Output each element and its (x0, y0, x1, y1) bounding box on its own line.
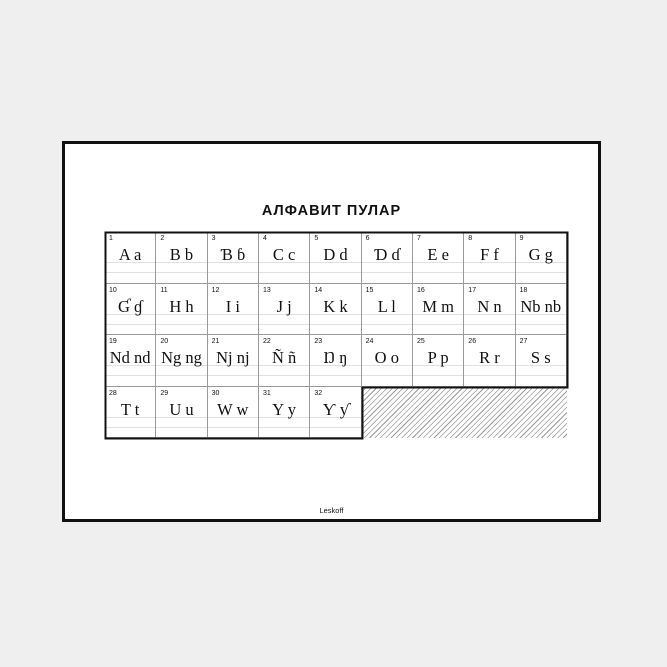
letter-number: 20 (160, 338, 169, 345)
letter-cell (105, 387, 156, 439)
letter-number: 6 (365, 235, 370, 242)
letter-number: 8 (468, 235, 473, 242)
letter-number: 31 (262, 389, 271, 397)
letter-glyph: J j (276, 296, 292, 316)
letter-number: 1 (109, 235, 113, 242)
letter-cell (156, 335, 207, 387)
letter-number: 28 (109, 389, 117, 397)
letter-glyph: Ng ng (161, 348, 202, 367)
letter-glyph: T t (120, 399, 140, 419)
letter-cell (362, 232, 413, 284)
hatched-empty-area (362, 387, 567, 438)
poster-frame (62, 141, 601, 522)
letter-glyph: K k (323, 296, 348, 316)
letter-glyph: E e (427, 245, 449, 264)
letter-glyph: S s (530, 348, 551, 367)
letter-glyph: Ɗ ɗ (373, 245, 400, 264)
letter-number: 14 (314, 286, 323, 294)
letter-number: 12 (211, 286, 220, 294)
letter-glyph: F f (480, 245, 499, 264)
letter-number: 32 (314, 389, 323, 397)
letter-glyph: G g (528, 245, 553, 264)
letter-cell (516, 335, 567, 387)
letter-cell (310, 387, 361, 439)
letter-glyph: B b (169, 245, 194, 264)
letter-glyph: Nd nd (109, 348, 151, 367)
letter-cell (413, 284, 464, 336)
letter-cell (208, 284, 259, 336)
letter-number: 27 (519, 338, 528, 345)
letter-cell (259, 387, 310, 439)
letter-glyph: D d (323, 245, 348, 264)
letter-cell (105, 232, 156, 284)
letter-glyph: P p (427, 348, 449, 367)
letter-cell (516, 232, 567, 284)
letter-number: 26 (468, 338, 477, 345)
letter-number: 2 (160, 235, 165, 242)
letter-number: 9 (519, 235, 524, 242)
letter-cell (413, 335, 464, 387)
letter-glyph: Y y (272, 399, 296, 419)
letter-cell (208, 232, 259, 284)
letter-cell (413, 232, 464, 284)
letter-glyph: C c (272, 245, 296, 264)
letter-glyph: R r (479, 348, 500, 367)
letter-number: 25 (416, 338, 425, 345)
letter-glyph: M m (422, 296, 454, 316)
letter-number: 11 (160, 286, 168, 294)
letter-glyph: W w (217, 399, 249, 419)
letter-number: 23 (314, 338, 323, 345)
letter-number: 4 (262, 235, 267, 242)
letter-glyph: Nb nb (520, 296, 562, 316)
letter-cell (156, 387, 207, 439)
letter-glyph: Ñ ñ (272, 348, 297, 367)
letter-cell (464, 335, 515, 387)
poster-title: АЛФАВИТ ПУЛАР (261, 203, 402, 219)
letter-cell (310, 335, 361, 387)
letter-cell (105, 335, 156, 387)
brand-logo: Leskoff (319, 506, 344, 515)
alphabet-grid (105, 232, 567, 440)
letter-number: 16 (416, 286, 425, 294)
letter-glyph: Ɓ ɓ (220, 245, 246, 264)
letter-glyph: I i (225, 296, 240, 316)
letter-cell (464, 284, 515, 336)
letter-cell (156, 284, 207, 336)
letter-cell (310, 232, 361, 284)
letter-glyph: L l (377, 296, 396, 316)
letter-cell (362, 335, 413, 387)
letter-number: 7 (416, 235, 421, 242)
letter-number: 3 (211, 235, 216, 242)
letter-number: 21 (211, 338, 220, 345)
letter-number: 17 (468, 286, 477, 294)
letter-cell (208, 387, 259, 439)
letter-glyph: N n (477, 296, 502, 316)
letter-glyph: A a (118, 245, 142, 264)
letter-number: 10 (109, 286, 117, 294)
letter-number: 30 (211, 389, 220, 397)
letter-number: 15 (365, 286, 374, 294)
letter-number: 19 (109, 338, 117, 345)
letter-glyph: Ƴ ƴ (322, 399, 349, 419)
letter-number: 29 (160, 389, 169, 397)
letter-number: 5 (314, 235, 319, 242)
letter-cell (156, 232, 207, 284)
letter-cell (259, 232, 310, 284)
letter-glyph: Ɠ ɠ (118, 296, 143, 316)
letter-glyph: Ŋ ŋ (323, 348, 348, 367)
letter-number: 13 (262, 286, 271, 294)
letter-glyph: U u (169, 399, 194, 419)
letter-glyph: O o (374, 348, 399, 367)
letter-number: 22 (262, 338, 271, 345)
letter-cell (516, 284, 567, 336)
letter-glyph: H h (169, 296, 194, 316)
letter-cell (259, 335, 310, 387)
letter-number: 18 (519, 286, 528, 294)
letter-cell (362, 284, 413, 336)
letter-glyph: Nj nj (216, 348, 250, 367)
letter-cell (259, 284, 310, 336)
letter-cell (464, 232, 515, 284)
letter-number: 24 (365, 338, 374, 345)
letter-cell (105, 284, 156, 336)
letter-cell (208, 335, 259, 387)
letter-cell (310, 284, 361, 336)
